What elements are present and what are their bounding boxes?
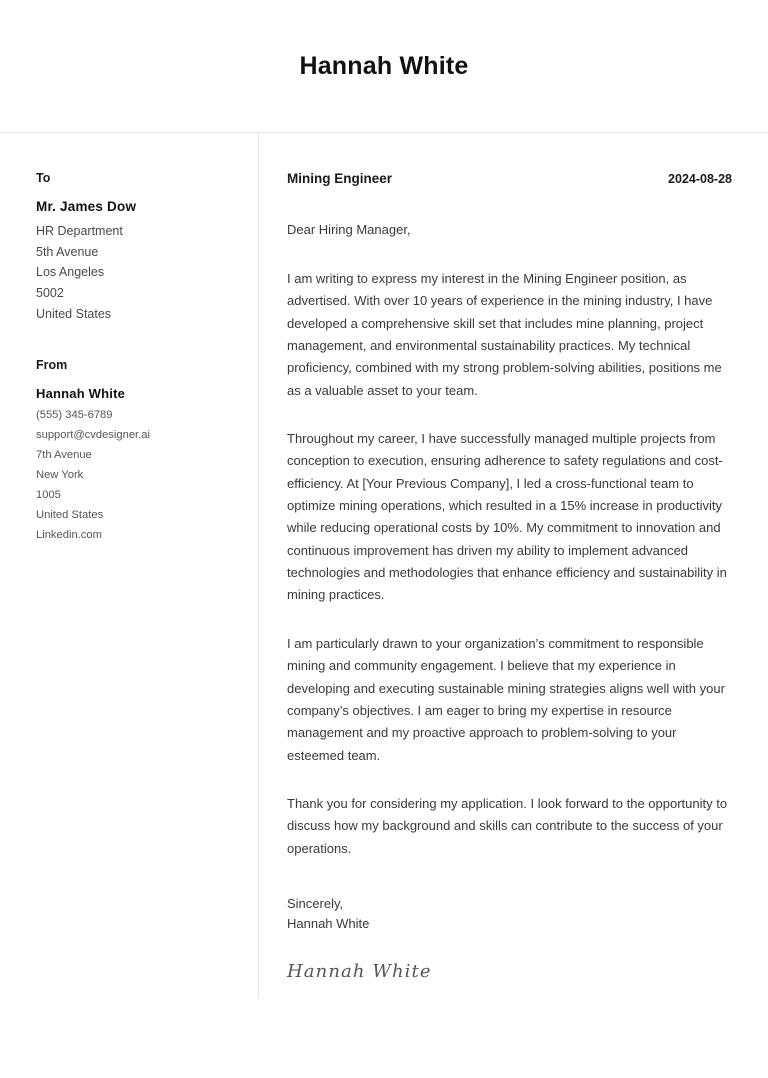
- closing-name: Hannah White: [287, 916, 370, 932]
- sender-block: [36, 358, 228, 546]
- sender-phone: (555) 345-6789: [36, 409, 113, 422]
- letter-paragraph: I am particularly drawn to your organization’s commitment to responsible mining and community engagement. I believe that my experience in developing and executing sustainable mining strategies aligns well with your company’s objectives. I am eager to bring my expertise in resource management and my proactive approach to problem-solving to your esteemed team.: [287, 635, 725, 763]
- sender-line: 1005: [36, 488, 61, 501]
- closing-word: Sincerely,: [287, 896, 344, 912]
- to-label: To: [36, 171, 51, 185]
- letter-date: 2024-08-28: [668, 172, 732, 186]
- recipient-line: 5002: [36, 285, 64, 300]
- from-label: From: [36, 358, 68, 373]
- letter-paragraph: Thank you for considering my application. I look forward to the opportunity to discuss how my background and skills can contribute to the success of your operations.: [287, 795, 728, 856]
- closing-block: [287, 894, 732, 935]
- sender-website: Linkedin.com: [36, 528, 102, 541]
- page-title: Hannah White: [299, 51, 469, 80]
- recipient-block: [36, 171, 228, 324]
- sidebar-contact-panel: [0, 133, 258, 546]
- letter-meta-row: [287, 171, 732, 186]
- sender-line: 7th Avenue: [36, 449, 92, 461]
- letter-paragraph: I am writing to express my interest in the Mining Engineer position, as advertised. With over 10 years of experience in the mining industry, I have developed a comprehensive skill set that includes mine planning, project management, and environmental sustainability practices. My technical proficiency, combined with my strong problem-solving abilities, positions me as a valuable asset to your team.: [287, 270, 722, 398]
- sender-line: United States: [36, 508, 104, 521]
- sender-name: Hannah White: [36, 386, 126, 402]
- document-header: [0, 0, 768, 133]
- recipient-line: Los Angeles: [36, 265, 105, 280]
- recipient-line: 5th Avenue: [36, 244, 99, 259]
- signature: Hannah White: [287, 960, 432, 982]
- letter-content: [259, 133, 768, 982]
- salutation: Dear Hiring Manager,: [287, 222, 411, 237]
- sender-line: New York: [36, 468, 84, 481]
- sender-email: support@cvdesigner.ai: [36, 429, 150, 442]
- job-title: Mining Engineer: [287, 171, 393, 186]
- recipient-line: HR Department: [36, 224, 123, 238]
- recipient-name: Mr. James Dow: [36, 199, 137, 214]
- recipient-line: United States: [36, 306, 112, 321]
- letter-paragraph: Throughout my career, I have successfully managed multiple projects from conception to execution, ensuring adherence to safety regulations and cost-efficiency. At [Your Previous Company], I led a cross-functional team to optimize mining operations, which resulted in a 15% increase in productivity while reducing operational costs by 10%. My commitment to innovation and continuous improvement has driven my ability to implement advanced technologies and methodologies that enhance efficiency and sustainability in mining practices.: [287, 430, 727, 603]
- document-body: [0, 133, 768, 997]
